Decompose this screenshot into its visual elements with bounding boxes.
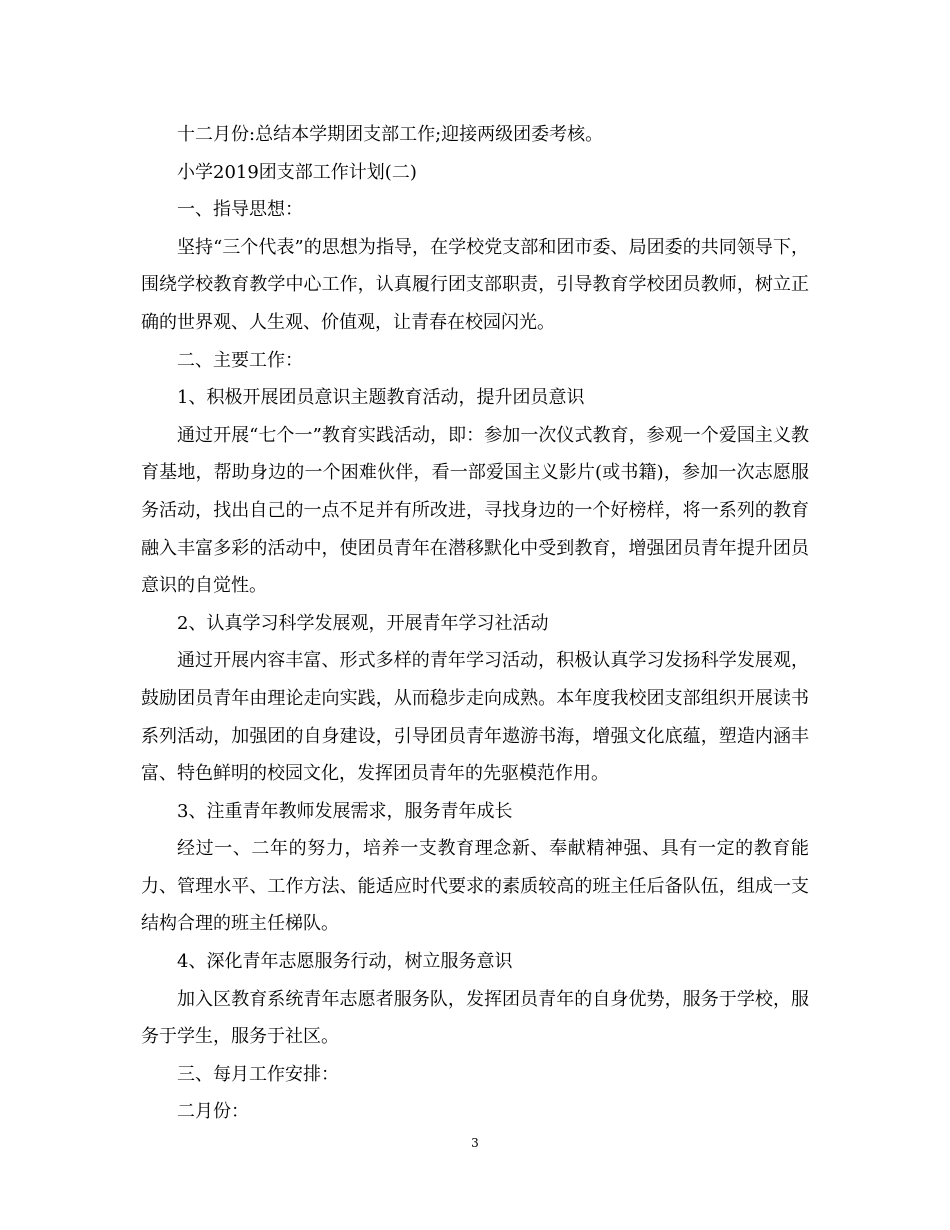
- heading-monthly-schedule: 三、每月工作安排：: [177, 1063, 339, 1085]
- paragraph-work-item-1: 通过开展“七个一”教育实践活动，即：参加一次仪式教育，参观一个爱国主义教育基地，帮助身边的一个困难伙伴，看一部爱国主义影片(或书籍)，参加一次志愿服务活动，找出自己的一点不足并有所改进，寻找身边的一个好榜样，将一系列的教育融入丰富多彩的活动中，使团员青年在潜移默化中受到教育，增强团员青年提升团员意识的自觉性。: [141, 424, 809, 597]
- paragraph-plan-title: 小学2019团支部工作计划(二): [177, 161, 417, 183]
- document-body: [141, 116, 809, 1131]
- paragraph-work-item-3: 经过一、二年的努力，培养一支教育理念新、奉献精神强、具有一定的教育能力、管理水平、工作方法、能适应时代要求的素质较高的班主任后备队伍，组成一支结构合理的班主任梯队。: [141, 838, 809, 935]
- heading-main-work: 二、主要工作：: [177, 349, 303, 371]
- heading-guiding-ideology: 一、指导思想：: [177, 199, 303, 221]
- heading-work-item-4: 4、深化青年志愿服务行动，树立服务意识: [177, 951, 513, 973]
- page-number: 3: [471, 1136, 479, 1150]
- heading-work-item-2: 2、认真学习科学发展观，开展青年学习社活动: [177, 612, 549, 634]
- heading-february: 二月份：: [177, 1101, 249, 1123]
- paragraph-guiding-ideology: 坚持“三个代表”的思想为指导，在学校党支部和团市委、局团委的共同领导下，围绕学校教育教学中心工作，认真履行团支部职责，引导教育学校团员教师，树立正确的世界观、人生观、价值观，让青春在校园闪光。: [141, 236, 809, 333]
- heading-work-item-3: 3、注重青年教师发展需求，服务青年成长: [177, 800, 513, 822]
- heading-work-item-1: 1、积极开展团员意识主题教育活动，提升团员意识: [177, 387, 585, 409]
- paragraph-december-summary: 十二月份:总结本学期团支部工作;迎接两级团委考核。: [177, 124, 604, 145]
- paragraph-work-item-2: 通过开展内容丰富、形式多样的青年学习活动，积极认真学习发扬科学发展观，鼓励团员青年由理论走向实践，从而稳步走向成熟。本年度我校团支部组织开展读书系列活动，加强团的自身建设，引导团员青年遨游书海，增强文化底蕴，塑造内涵丰富、特色鲜明的校园文化，发挥团员青年的先驱模范作用。: [141, 650, 809, 785]
- paragraph-work-item-4: 加入区教育系统青年志愿者服务队，发挥团员青年的自身优势，服务于学校，服务于学生，服务于社区。: [141, 988, 809, 1048]
